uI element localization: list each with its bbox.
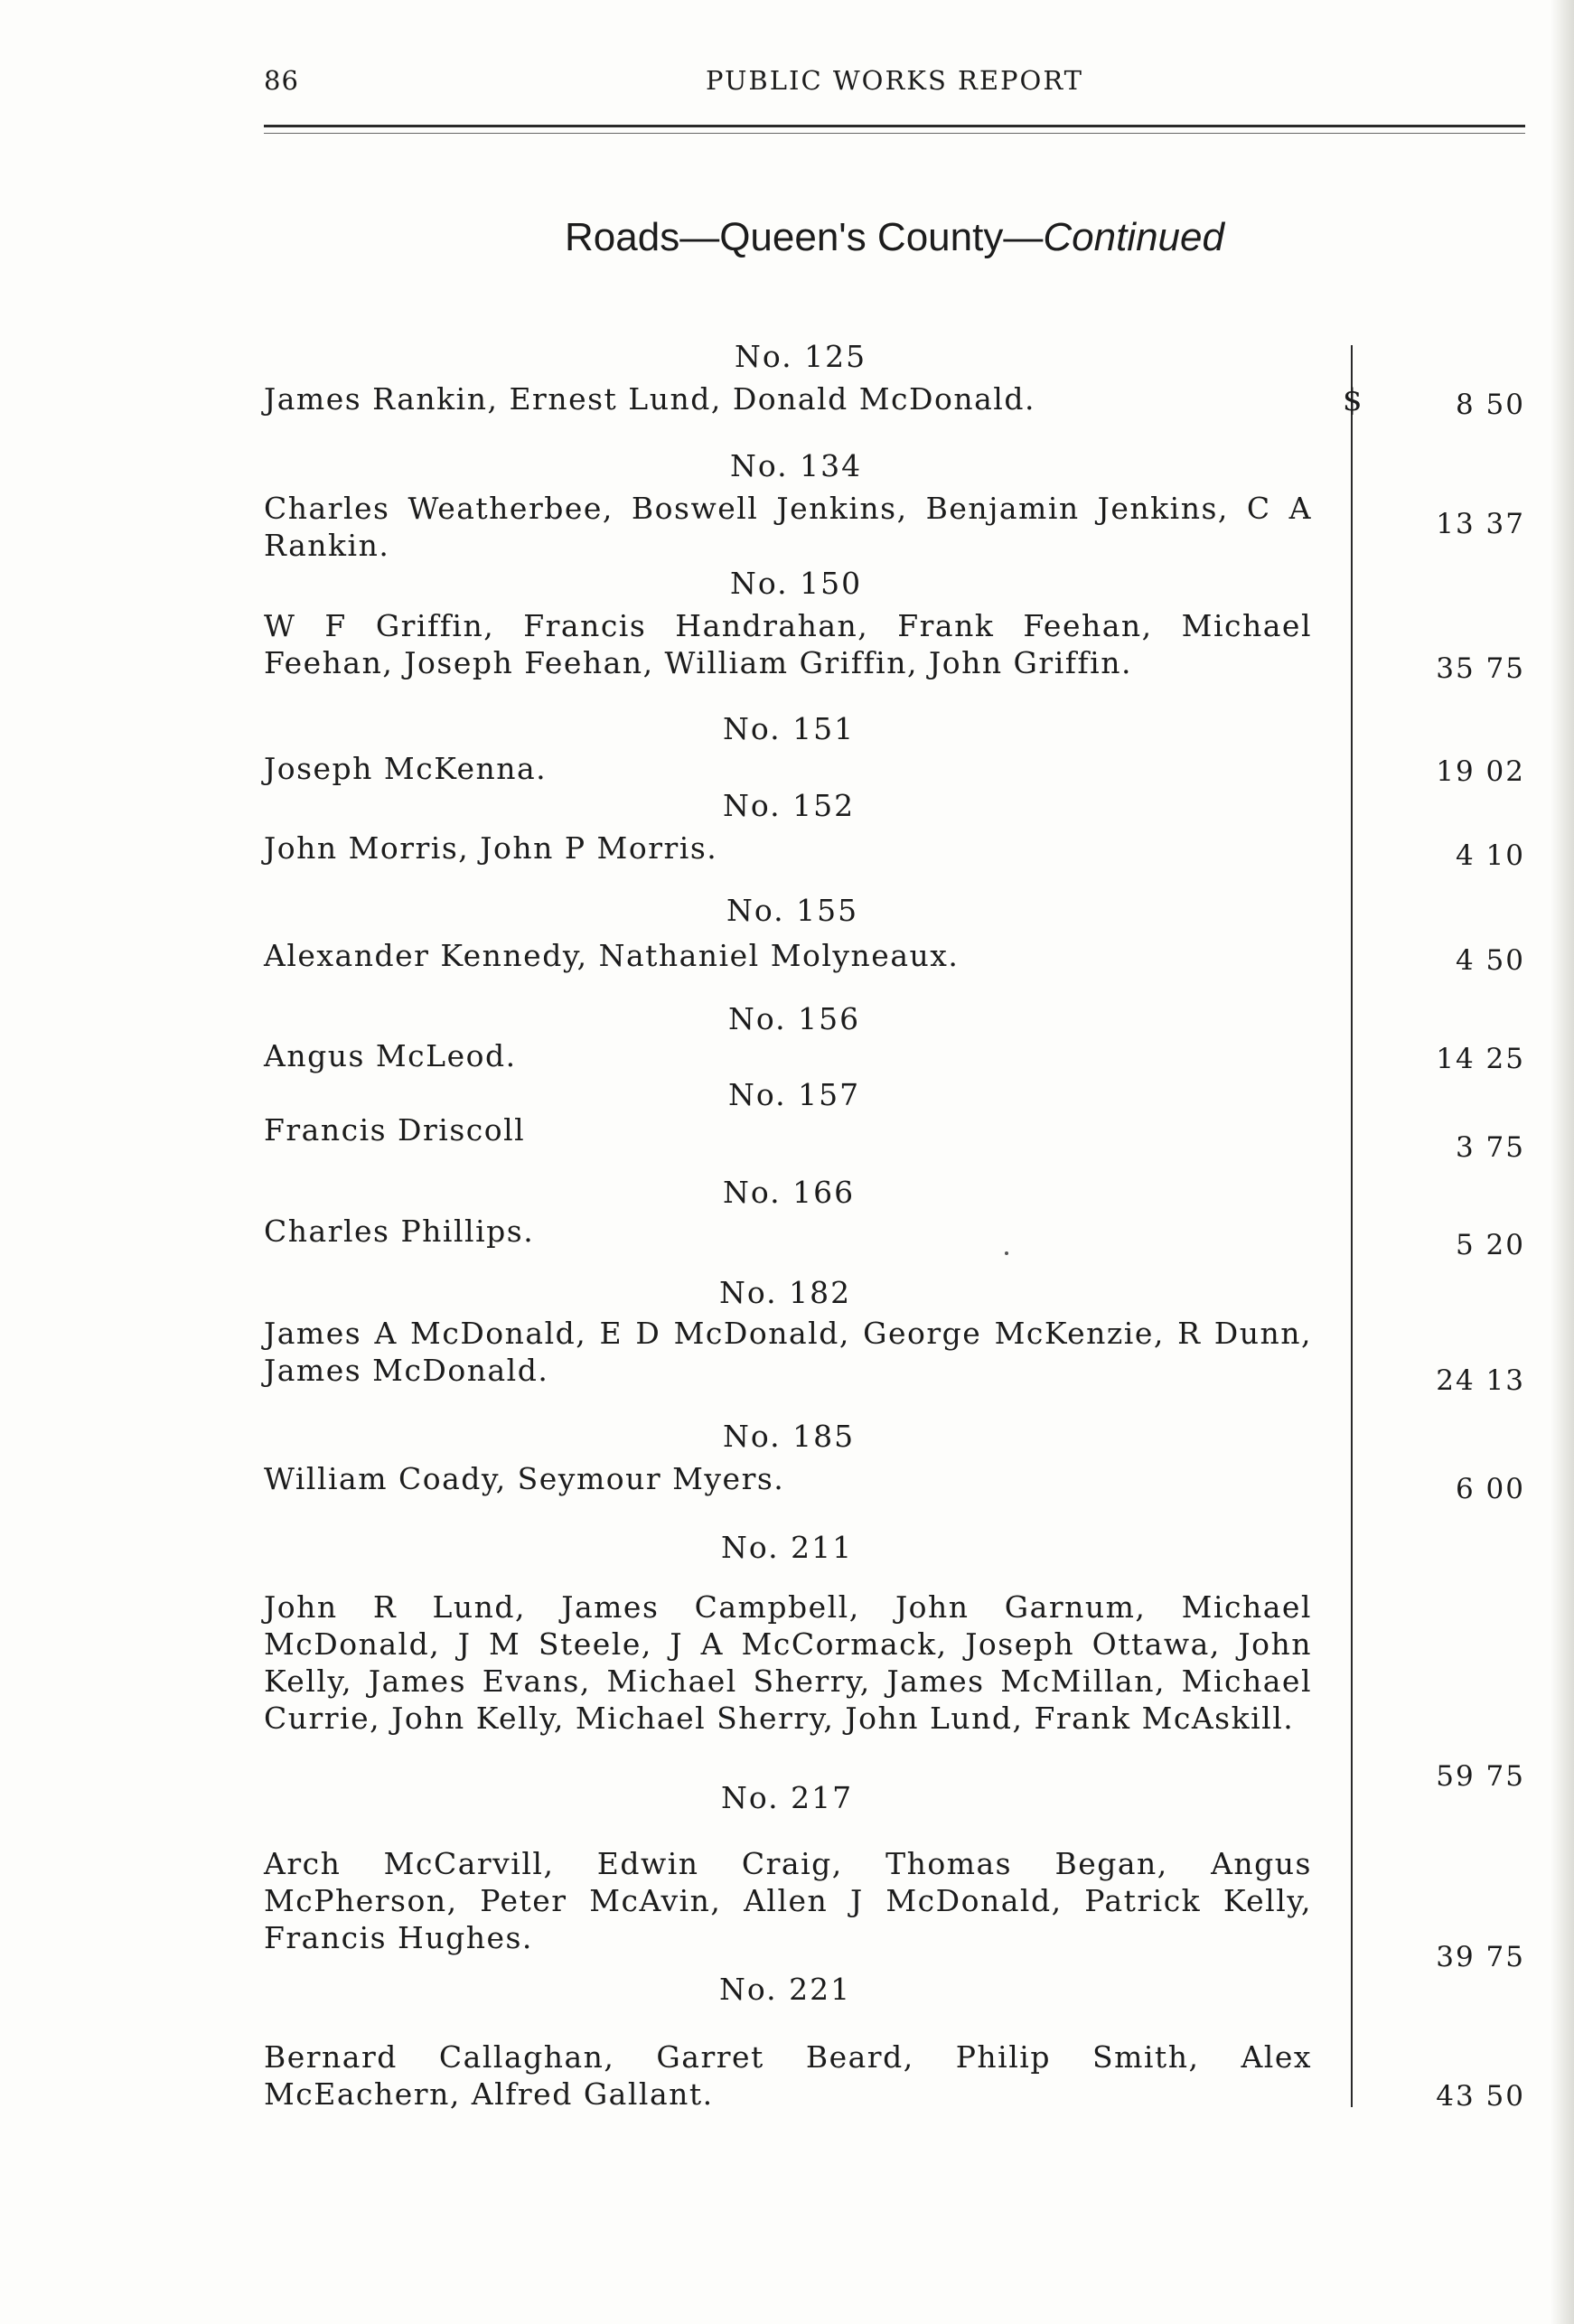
entry-names: Bernard Callaghan, Garret Beard, Philip Smith, Alex McEachern, Alfred Gallant. [264,2039,1312,2112]
entry-amount: 59 75 [1436,1760,1525,1793]
entry-names: William Coady, Seymour Myers. [264,1461,785,1496]
entry-number: No. 182 [719,1275,852,1310]
running-header [264,65,1525,101]
entry-amount: 14 25 [1436,1043,1525,1075]
entry-names: W F Griffin, Francis Handrahan, Frank Feehan, Michael Feehan, Joseph Feehan, William Griffin, John Griffin. [264,608,1312,680]
currency-symbol: $ [1343,382,1363,418]
entry-number: No. 166 [723,1175,856,1210]
entry-amount: 6 00 [1455,1473,1525,1505]
entry-amount: 19 02 [1436,755,1525,788]
amount-column-rule [1351,345,1353,2107]
entry-names: Alexander Kennedy, Nathaniel Molyneaux. [264,938,960,973]
entry-number: No. 221 [719,1972,852,2007]
entry-amount: 3 75 [1455,1131,1525,1164]
entry-number: No. 150 [730,566,863,601]
entry-amount: 43 50 [1436,2080,1525,2113]
entry-number: No. 151 [723,711,856,746]
entry-amount: 13 37 [1436,508,1525,540]
entry-names: Angus McLeod. [264,1038,517,1073]
page-edge-shadow [1551,0,1574,2324]
entry-amount: 24 13 [1436,1364,1525,1397]
page-number: 86 [264,65,299,96]
entry-amount: 4 10 [1455,839,1525,872]
entry-number: No. 185 [723,1419,856,1454]
entry-amount: 4 50 [1455,944,1525,977]
entry-names: James Rankin, Ernest Lund, Donald McDonald. [264,381,1035,417]
section-title [264,215,1525,260]
entry-amount: 39 75 [1436,1941,1525,1973]
entry-number: No. 152 [723,788,856,823]
header-rule-thin [264,133,1525,134]
entry-amount: 35 75 [1436,652,1525,685]
entry-names: Arch McCarvill, Edwin Craig, Thomas Began, Angus McPherson, Peter McAvin, Allen J McDonald, Patrick Kelly, Francis Hughes. [264,1846,1312,1955]
entry-names: Charles Weatherbee, Boswell Jenkins, Benjamin Jenkins, C A Rankin. [264,491,1312,563]
entry-amount: 8 50 [1455,389,1525,421]
print-speck [1005,1251,1008,1255]
entry-number: No. 157 [728,1077,861,1112]
entry-names: John R Lund, James Campbell, John Garnum, Michael McDonald, J M Steele, J A McCormack, Joseph Ottawa, John Kelly, James Evans, Michael Sherry, James McMillan, Michael Currie, John Kelly, Michael Sherry, John Lund, Frank McAskill. [264,1589,1312,1736]
entry-number: No. 156 [728,1001,861,1036]
running-title: PUBLIC WORKS REPORT [705,65,1083,96]
entry-number: No. 211 [721,1530,854,1565]
entry-number: No. 125 [735,339,867,374]
entry-number: No. 217 [721,1780,854,1815]
header-rule-thick [264,125,1525,127]
section-title-main: Roads—Queen's County— [565,215,1044,259]
entry-names: Francis Driscoll [264,1112,526,1148]
entry-number: No. 134 [730,448,863,483]
entry-names: Joseph McKenna. [264,751,548,786]
entry-names: Charles Phillips. [264,1214,535,1249]
entry-names: John Morris, John P Morris. [264,830,718,866]
entry-number: No. 155 [726,893,859,928]
section-title-continued: Continued [1043,215,1224,259]
entry-amount: 5 20 [1455,1229,1525,1261]
entry-names: James A McDonald, E D McDonald, George McKenzie, R Dunn, James McDonald. [264,1316,1312,1388]
